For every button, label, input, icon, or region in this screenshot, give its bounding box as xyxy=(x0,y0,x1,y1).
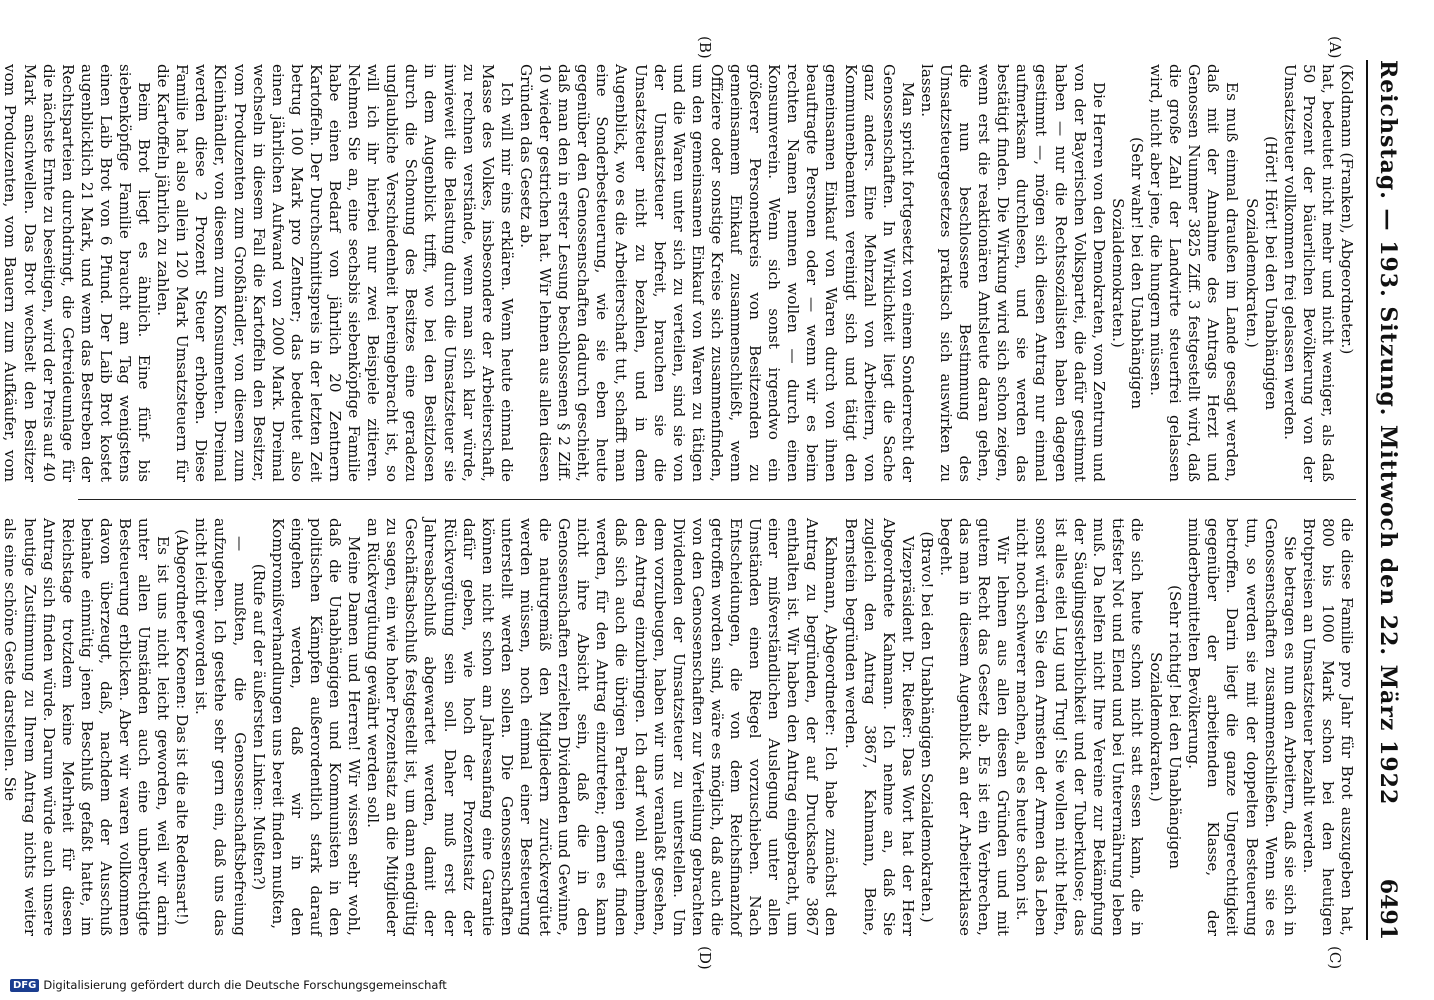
paragraph: Ich will mir eins erklären. Wenn heute einmal die Masse des Volkes, insbesondere der Arbeiterschaft, zu rechnen verstände, wenn man sich klar würde, inwieweit die Belastung durch die Umsatzsteuer sie in dem Augenblick trifft, wo bei den Besitzlosen durch die Schonung des Besitzes eine geradezu unglaubliche Verschiedenheit hereingebracht ist, so will ich ihr hierbei nur zwei Beispiele zitieren. Nehmen Sie an, eine sechsbis siebenköpfige Familie habe einen Bedarf von jährlich 20 Zentnern Kartoffeln. Der Durchschnittspreis in der letzten Zeit betrug 100 Mark pro Zentner; das bedeutet also einen jährlichen Aufwand von 2000 Mark. Dreimal wechseln in diesem Fall die Kartoffeln den Besitzer, vom Produzenten zum Großhändler, von diesem zum Kleinhändler, von diesem zum Konsumenten. Dreimal werden diese 2 Prozent Steuer erhoben. Diese Familie hat also allein 120 Mark Umsatzsteuern für die Kartoffeln jährlich zu zahlen. xyxy=(154,64,516,482)
paragraph: Die Herren von den Demokraten, vom Zentrum und von der Bayerischen Volkspartei, die dafür gestimmt haben — nur die Rechtssozialisten haben dagegen gestimmt —, mögen sich diesen Antrag nur einmal aufmerksam durchlesen, und sie werden das bestätigt finden. Die Wirkung wird sich schon zeigen, wenn erst die reaktionären Amtsleute daran gehen, die nun beschlossene Bestimmung des Umsatzsteuergesetzes praktisch sich auswirken zu lassen. xyxy=(917,64,1108,482)
left-column xyxy=(1,64,1356,482)
interjection: (Sehr wahr! bei den Unabhängigen Sozialdemokraten.) xyxy=(1108,137,1146,409)
paragraph: Meine Damen und Herren! Wir wissen sehr wohl, daß die Unabhängigen und Kommunisten in den politischen Kämpfen außerordentlich stark darauf eingehen werden, daß wir in den Kompromißverhandlungen uns bereit finden mußten, xyxy=(268,518,364,936)
paragraph: hat, bedeutet nicht mehr und nicht weniger, als daß 50 Prozent der bäuerlichen Bevölkerung von der Umsatzsteuer vollkommen frei gelassen werden. xyxy=(1280,64,1337,482)
paragraph: Es ist uns nicht leicht geworden, weil wir darin unter allen Umständen auch eine unberechtigte Besteuerung erblicken. Aber wir waren vollkommen davon überzeugt, daß, nachdem der Ausschuß beinahe einmütig jenen Beschluß gefaßt hatte, im Reichstage trotzdem keine Mehrheit für diesen Antrag sich finden würde. Darum würde auch unsere heutige Zustimmung zu Ihrem Antrag nichts weiter als eine schöne Geste darstellen. Sie xyxy=(1,518,173,936)
interjection: (Bravo! bei den Unabhängigen Sozialdemokraten.) xyxy=(917,531,936,923)
footer-credit xyxy=(10,978,447,992)
header-title: Reichstag. — 193. Sitzung. Mittwoch den 22. März 1922 xyxy=(1375,60,1401,806)
margin-mark-a: (A) xyxy=(1326,36,1344,59)
interjection: (Abgeordneter Koenen: Das ist die alte Redensart!) xyxy=(173,529,192,925)
paragraph: Kahmann, Abgeordneter: Ich habe zunächst den Antrag zu begründen, der auf Drucksache 3867 enthalten ist. Wir haben den Antrag eingebracht, um einer mißverständlichen Auslegung unter allen Umständen einen Riegel vorzuschieben. Nach Entscheidungen, die von dem Reichsfinanzhof getroffen worden sind, wäre es möglich, daß auch die von den Genossenschaften zur Verteilung gebrachten Dividenden der Umsatzsteuer zu unterstellen. Um dem vorzubeugen, haben wir uns veranlaßt gesehen, den Antrag einzubringen. Ich darf wohl annehmen, daß sich auch die übrigen Parteien geneigt finden werden, für den Antrag einzutreten; denn es kann nicht ihre Absicht sein, daß die in den Genossenschaften erzielten Dividenden und Gewinne, die naturgemäß den Mitgliedern zurückvergütet werden müssen, noch einmal einer Besteuerung unterstellt werden sollen. Die Genossenschaften können nicht schon am Jahresanfang eine Garantie dafür geben, wie hoch der Prozentsatz der Rückvergütung sein soll. Daher muß erst der Jahresabschluß abgewartet werden, damit der Geschäftsabschluß festgestellt ist, um dann endgültig zu sagen, ein wie hoher Prozentsatz an die Mitglieder an Rückvergütung gewährt werden soll. xyxy=(364,518,841,936)
paragraph: Vizepräsident Dr. Rießer: Das Wort hat der Herr Abgeordnete Kahmann. Ich nehme an, daß Sie zugleich den Antrag 3867, Kahmann, Beine, Bernstein begründen werden. xyxy=(841,518,917,936)
paragraph: Es muß einmal draußen im Lande gesagt werden, daß mit der Annahme des Antrags Herzt und Genossen Nummer 3825 Ziff. 3 festgestellt wird, daß die große Zahl der Landwirte steuerfrei gelassen wird, nicht aber jene, die hungern müssen. xyxy=(1147,64,1242,482)
paragraph: Man spricht fortgesetzt von einem Sonderrecht der Genossenschaften. In Wirklichkeit liegt die Sache ganz anders. Eine Mehrzahl von Arbeitern, von Kommunenbeamten vereinigt sich und tätigt den gemeinsamen Einkauf von Waren durch von ihnen beauftragte Personen oder — wenn wir es beim rechten Namen nennen wollen — durch einen Konsumverein. Wenn sich sonst irgendwo ein größerer Personenkreis von Besitzenden zu gemeinsamem Einkauf zusammenschließt, wenn Offiziere oder sonstige Kreise sich zusammenfinden, um den gemeinsamen Einkauf von Waren zu tätigen und die Waren unter sich zu verteilen, sind sie von der Umsatzsteuer befreit, brauchen sie die Umsatzsteuer nicht zu bezahlen, und in dem Augenblick, wo es die Arbeiterschaft tut, schafft man eine Sonderbesteuerung, wie sie eben heute gegenüber den Genossenschaften dadurch geschieht, daß man den in erster Lesung beschlossenen § 2 Ziff. 10 wieder gestrichen hat. Wir lehnen aus allen diesen Gründen das Gesetz ab. xyxy=(516,64,917,482)
paragraph: Sie betragen es nun den Arbeitern, daß sie sich in Genossenschaften zusammenschließen. Wenn sie es tun, so werden sie mit der doppelten Besteuerung betroffen. Darin liegt die ganze Ungerechtigkeit gegenüber der arbeitenden Klasse, der minderbemittelten Bevölkerung. xyxy=(1185,518,1299,936)
interjection: (Rufe auf der äußersten Linken: Mußten?) xyxy=(249,563,268,891)
paragraph: die sich heute schon nicht satt essen kann, die in tiefster Not und Elend und bei Unterernährung leben muß. Da helfen nicht Ihre Vereine zur Bekämpfung der Säuglingssterblichkeit und der Tuberkulose; das ist alles eitel Lug und Trug! Sie wollen nicht helfen, sonst würden Sie den Armsten der Armen das Leben nicht noch schwerer machen, als es heute schon ist. xyxy=(1013,518,1146,936)
credit-text: Digitalisierung gefördert durch die Deutsche Forschungsgemeinschaft xyxy=(43,978,447,992)
dfg-logo: DFG xyxy=(10,979,39,992)
paragraph: Beim Brot liegt es ähnlich. Eine fünf- bis siebenköpfige Familie braucht am Tag wenigstens einen Laib Brot von 6 Pfund. Der Laib Brot kostet augenblicklich 21 Mark, und wenn das Bestreben der Rechtsparteien durchdringt, die Getreideumlage für die nächste Ernte zu beseitigen, wird der Preis auf 40 Mark anschwellen. Das Brot wechselt den Besitzer vom Produzenten, vom Bauern zum Aufkäufer, vom xyxy=(1,64,154,482)
page-number: 6491 xyxy=(1375,878,1401,940)
interjection: (Hört! Hört! bei den Unabhängigen Sozialdemokraten.) xyxy=(1242,135,1280,411)
margin-mark-b: (B) xyxy=(696,36,714,59)
column-divider xyxy=(78,499,1356,500)
page-header xyxy=(1366,60,1408,940)
paragraph: — mußten, die Genossenschaftsbefreiung aufzugeben. Ich gestehe sehr gern ein, daß uns das nicht leicht geworden ist. xyxy=(192,518,249,936)
interjection: (Sehr richtig! bei den Unabhängigen Sozialdemokraten.) xyxy=(1147,585,1185,869)
margin-mark-c: (C) xyxy=(1326,946,1344,970)
speaker-header: (Koldmann (Franken), Abgeordneter.) xyxy=(1338,64,1356,355)
paragraph: Wir lehnen aus allen diesen Gründen und mit gutem Recht das Gesetz ab. Es ist ein Verbrechen, das man in diesem Augenblick an der Arbeiterklasse begeht. xyxy=(937,518,1013,936)
paragraph: die diese Familie pro Jahr für Brot auszugeben hat, 800 bis 1000 Mark schon bei den heutigen Brotpreisen an Umsatzsteuer bezahlt werden. xyxy=(1299,518,1356,936)
margin-mark-d: (D) xyxy=(696,946,714,970)
right-column xyxy=(1,518,1356,936)
